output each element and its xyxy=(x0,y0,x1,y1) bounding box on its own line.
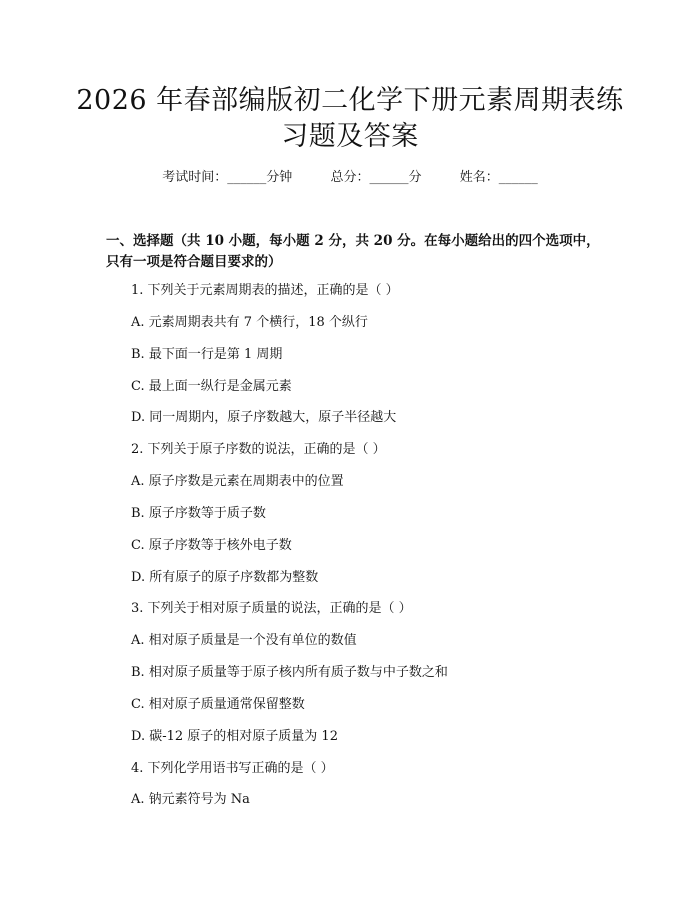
question-3-option-c: C. 相对原子质量通常保留整数 xyxy=(131,697,305,712)
question-4-option-a: A. 钠元素符号为 Na xyxy=(131,792,250,807)
question-3-option-a: A. 相对原子质量是一个没有单位的数值 xyxy=(131,633,357,648)
question-4-stem: 4. 下列化学用语书写正确的是（ ） xyxy=(131,761,334,776)
question-1-stem: 1. 下列关于元素周期表的描述，正确的是（ ） xyxy=(131,283,399,298)
question-2-option-d: D. 所有原子的原子序数都为整数 xyxy=(131,570,319,585)
exam-score-label: 总分：______分 xyxy=(330,170,422,185)
question-1-option-c: C. 最上面一纵行是金属元素 xyxy=(131,379,292,394)
question-3-option-b: B. 相对原子质量等于原子核内所有质子数与中子数之和 xyxy=(131,665,448,680)
question-3-option-d: D. 碳-12 原子的相对原子质量为 12 xyxy=(131,729,338,744)
question-2-stem: 2. 下列关于原子序数的说法，正确的是（ ） xyxy=(131,442,386,457)
question-3-stem: 3. 下列关于相对原子质量的说法，正确的是（ ） xyxy=(131,601,412,616)
question-2-option-a: A. 原子序数是元素在周期表中的位置 xyxy=(131,474,344,489)
question-2-option-c: C. 原子序数等于核外电子数 xyxy=(131,538,292,553)
exam-time-label: 考试时间：______分钟 xyxy=(162,170,293,185)
exam-meta xyxy=(0,169,700,187)
document-title-line-1: 2026 年春部编版初二化学下册元素周期表练 xyxy=(76,85,624,116)
section-heading-line-2: 只有一项是符合题目要求的） xyxy=(106,254,282,270)
question-1-option-d: D. 同一周期内，原子序数越大，原子半径越大 xyxy=(131,410,397,425)
section-heading-line-1: 一、选择题（共 10 小题，每小题 2 分，共 20 分。在每小题给出的四个选项中， xyxy=(106,233,600,249)
question-2-option-b: B. 原子序数等于质子数 xyxy=(131,506,266,521)
question-1-option-a: A. 元素周期表共有 7 个横行，18 个纵行 xyxy=(131,315,368,330)
question-1-option-b: B. 最下面一行是第 1 周期 xyxy=(131,347,283,362)
exam-name-label: 姓名：______ xyxy=(459,170,538,185)
document-title-line-2: 习题及答案 xyxy=(281,121,419,152)
